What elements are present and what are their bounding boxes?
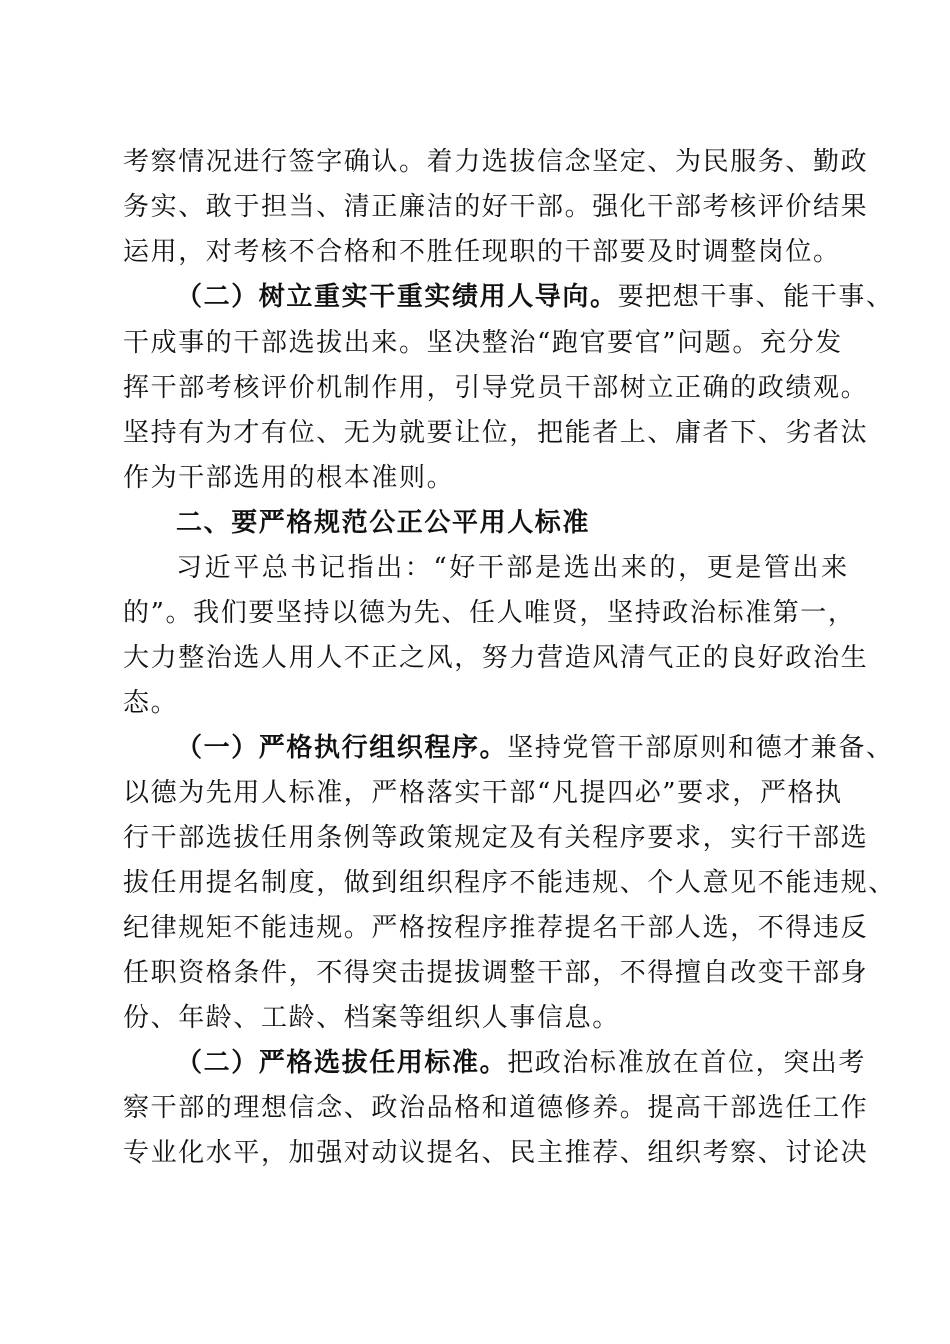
paragraph-line: 任职资格条件，不得突击提拔调整干部，不得擅自改变干部身 bbox=[123, 958, 869, 988]
paragraph-first-line bbox=[176, 282, 894, 312]
paragraph-line: 专业化水平，加强对动议提名、民主推荐、组织考察、讨论决 bbox=[123, 1138, 869, 1168]
paragraph-line: 行干部选拔任用条例等政策规定及有关程序要求，实行干部选 bbox=[123, 823, 869, 853]
paragraph-first-line: 习近平总书记指出：“好干部是选出来的，更是管出来 bbox=[176, 553, 850, 583]
paragraph-line: 考察情况进行签字确认。着力选拔信念坚定、为民服务、勤政 bbox=[123, 147, 869, 177]
paragraph-line: 大力整治选人用人不正之风，努力营造风清气正的良好政治生 bbox=[123, 643, 869, 673]
paragraph-text: 要把想干事、能干事、 bbox=[617, 282, 894, 312]
paragraph-line: 干成事的干部选拔出来。坚决整治“跑官要官”问题。充分发 bbox=[123, 328, 843, 358]
paragraph-text: 坚持党管干部原则和德才兼备、 bbox=[507, 733, 894, 763]
paragraph-line: 纪律规矩不能违规。严格按程序推荐提名干部人选，不得违反 bbox=[123, 913, 869, 943]
paragraph-line: 态。 bbox=[123, 688, 179, 718]
paragraph-line: 务实、敢于担当、清正廉洁的好干部。强化干部考核评价结果 bbox=[123, 192, 869, 222]
paragraph-line: 坚持有为才有位、无为就要让位，把能者上、庸者下、劣者汰 bbox=[123, 418, 869, 448]
paragraph-line: 拔任用提名制度，做到组织程序不能违规、个人意见不能违规、 bbox=[123, 868, 896, 898]
paragraph-text: 把政治标准放在首位，突出考 bbox=[507, 1048, 867, 1078]
paragraph-line: 运用，对考核不合格和不胜任现职的干部要及时调整岗位。 bbox=[123, 237, 841, 267]
subheading-lead: （二）严格选拔任用标准。 bbox=[176, 1048, 508, 1078]
section-heading: 二、要严格规范公正公平用人标准 bbox=[176, 508, 591, 538]
paragraph-first-line bbox=[176, 1048, 866, 1078]
paragraph-line: 的”。我们要坚持以德为先、任人唯贤，坚持政治标准第一， bbox=[123, 598, 856, 628]
paragraph-line: 份、年龄、工龄、档案等组织人事信息。 bbox=[123, 1003, 620, 1033]
paragraph-line: 作为干部选用的根本准则。 bbox=[123, 463, 455, 493]
paragraph-line: 挥干部考核评价机制作用，引导党员干部树立正确的政绩观。 bbox=[123, 373, 869, 403]
subheading-lead: （一）严格执行组织程序。 bbox=[176, 733, 508, 763]
subheading-lead: （二）树立重实干重实绩用人导向。 bbox=[176, 282, 618, 312]
paragraph-first-line bbox=[176, 733, 894, 763]
paragraph-line: 察干部的理想信念、政治品格和道德修养。提高干部选任工作 bbox=[123, 1093, 869, 1123]
paragraph-line: 以德为先用人标准，严格落实干部“凡提四必”要求，严格执 bbox=[123, 778, 843, 808]
